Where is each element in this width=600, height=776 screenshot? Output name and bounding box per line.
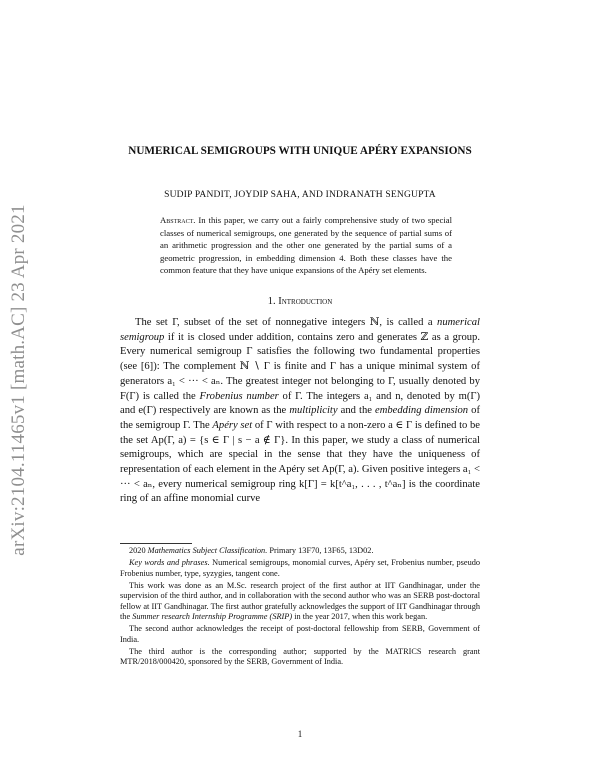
abstract-text: In this paper, we carry out a fairly comprehensive study of two special classes of numerical semigroups, one generated by the sequence of partial sums of an arithmetic progression and the other one generated by the partial sums of a geometric progression, in embedding dimension 4. Both these classes have the common feature that they have unique expansions of the Apéry set elements. [160,215,453,276]
abstract [160,214,452,277]
footnote-second-author: The second author acknowledges the receipt of post-doctoral fellowship from SERB, Government of India. [120,624,480,644]
section-title: Introduction [278,296,333,307]
abstract-label: Abstract. [160,215,196,225]
introduction-paragraph [120,316,480,507]
footnote-work: This work was done as an M.Sc. research project of the first author at IIT Gandhinagar, under the supervision of the third author, and in collaboration with the second author who was an SERB post-doctoral fellow at IIT Gandhinagar. The first author gratefully acknowledges the support of IIT Gandhinagar through the Summer research Internship Programme (SRIP) in the year 2017, when this work began. [120,580,480,622]
footnote-third-author: The third author is the corresponding author; supported by the MATRICS research grant MTR/2018/000420, sponsored by the SERB, Government of India. [120,646,480,667]
footnote-msc: 2020 Mathematics Subject Classification. Primary 13F70, 13F65, 13D02. [129,546,374,555]
footnotes [120,546,480,669]
body-text: of Γ. The integers a₁ and n, denoted by m(Γ) and e(Γ) respectively are known as the [120,390,481,417]
paper-title: NUMERICAL SEMIGROUPS WITH UNIQUE APÉRY EXPANSIONS [128,145,472,157]
body-text: of the semigroup Γ. The [120,405,480,431]
term-numerical-semigroup: numerical semigroup [120,317,480,343]
section-number: 1. [267,296,276,307]
term-frobenius-number: Frobenius number [199,390,279,402]
term-embedding-dimension: embedding dimension [375,405,469,417]
body-text: and the [337,405,376,417]
page-number: 1 [297,729,303,739]
body-text: of Γ with respect to a non-zero a ∈ Γ is defined to be the set Ap(Γ, a) = {s ∈ Γ | s − a ∉ Γ}. In this paper, we study a class of numerical semigroups, which are special in the sense that they have the uniqueness of representation of each element in the Apéry set Ap(Γ, a). Given positive integers a₁ < ··· < aₙ, every numerical semigroup ring k[Γ] = k[t^a₁, . . . , t^aₙ] is the coordinate ring of an affine monomial curve [120,419,481,505]
term-apery-set: Apéry set [212,419,253,431]
arxiv-stamp [4,180,34,580]
arxiv-stamp-text: arXiv:2104.11465v1 [math.AC] 23 Apr 2021 [8,204,29,556]
body-text: if it is closed under addition, contains zero and generates ℤ as a group. Every numerical semigroup Γ satisfies the following two fundamental properties (see [6]): The complement ℕ ∖ Γ is finite and Γ has a unique minimal system of generators a₁ < ··· < aₙ. The greatest integer not belonging to Γ, usually denoted by F(Γ) is called the [120,331,480,402]
section-heading [120,296,480,307]
footnote-rule [120,543,192,544]
footnote-keywords: Key words and phrases. Numerical semigroups, monomial curves, Apéry set, Frobenius number, pseudo Frobenius number, type, syzygies, tangent cone. [120,558,481,578]
body-text: The set Γ, subset of the set of nonnegative integers ℕ, is called a [135,317,438,328]
introduction-body [120,316,480,507]
paper-authors: SUDIP PANDIT, JOYDIP SAHA, AND INDRANATH SENGUPTA [164,190,436,200]
term-multiplicity: multiplicity [289,405,338,417]
